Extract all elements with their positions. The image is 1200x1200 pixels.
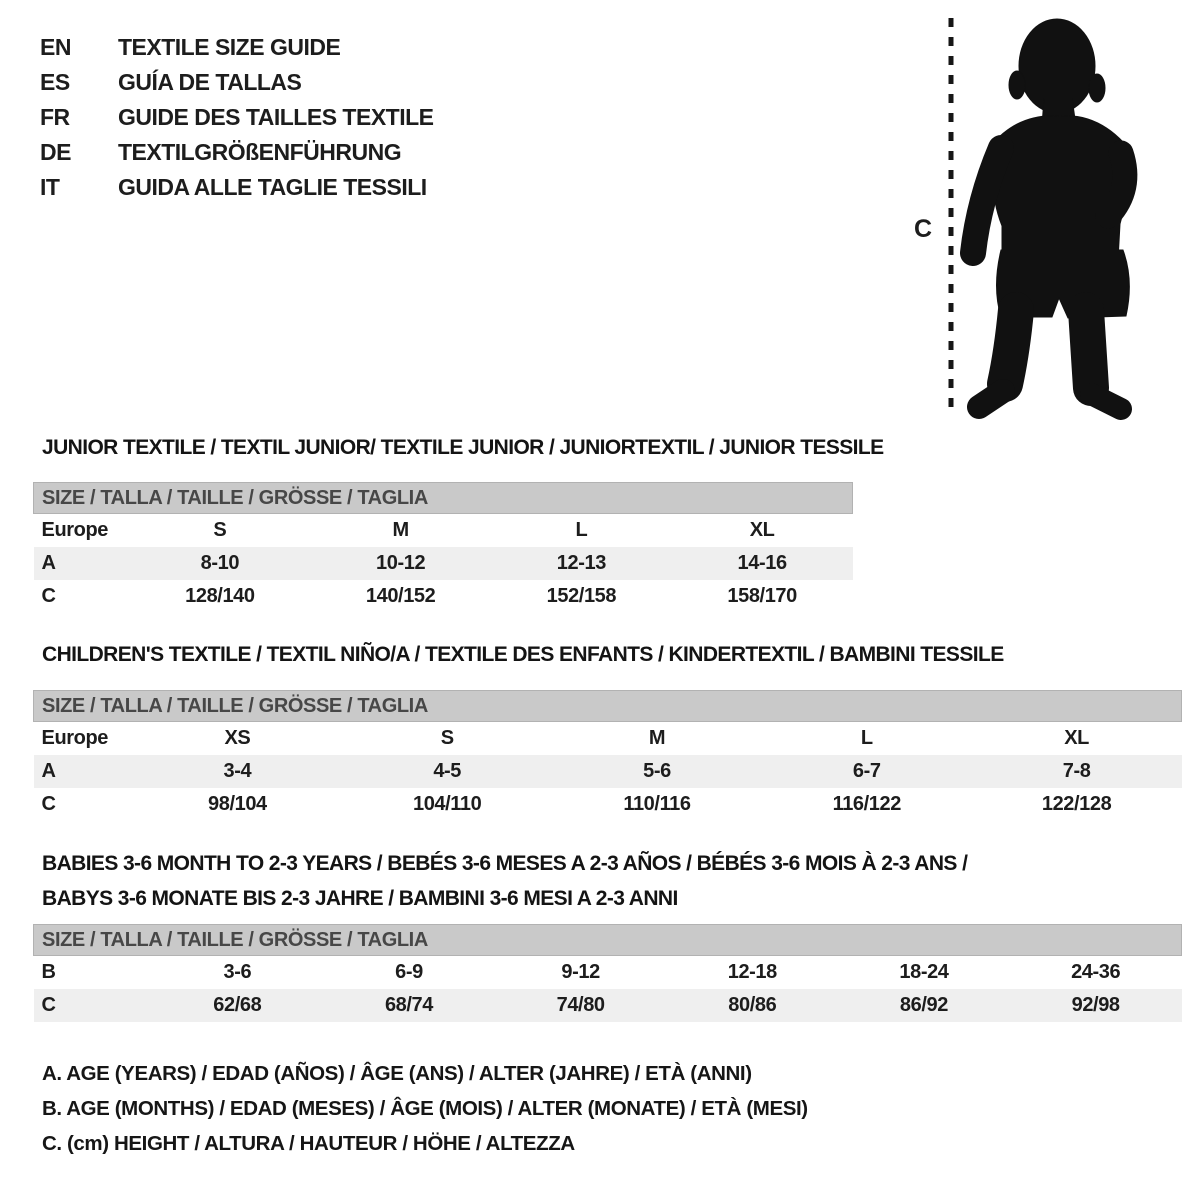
babies-title-line2: BABYS 3-6 MONATE BIS 2-3 JAHRE / BAMBINI 3-6 MESI A 2-3 ANNI <box>42 887 678 910</box>
size-cell: 7-8 <box>972 755 1182 788</box>
size-cell: M <box>310 514 491 547</box>
size-cell: 122/128 <box>972 788 1182 821</box>
lang-label: GUÍA DE TALLAS <box>118 69 302 95</box>
lang-code: DE <box>40 139 71 165</box>
size-cell: 6-7 <box>762 755 972 788</box>
row-label: B <box>34 956 152 989</box>
junior-section <box>33 435 884 613</box>
size-cell: 152/158 <box>491 580 672 613</box>
junior-size-table <box>33 482 853 613</box>
size-cell: 110/116 <box>552 788 762 821</box>
lang-row-fr <box>40 100 434 135</box>
legend-line-a: A. AGE (YEARS) / EDAD (AÑOS) / ÂGE (ANS) / ALTER (JAHRE) / ETÀ (ANNI) <box>42 1062 752 1085</box>
size-cell: 116/122 <box>762 788 972 821</box>
size-cell: XS <box>133 722 343 755</box>
table-row-age <box>34 547 853 580</box>
toddler-silhouette-icon <box>973 19 1129 409</box>
size-cell: 68/74 <box>323 989 495 1022</box>
size-cell: 18-24 <box>838 956 1010 989</box>
lang-label: GUIDE DES TAILLES TEXTILE <box>118 104 434 130</box>
table-row-months <box>34 956 1182 989</box>
row-label: C <box>34 989 152 1022</box>
size-cell: XL <box>672 514 853 547</box>
size-cell: 8-10 <box>130 547 311 580</box>
size-header-bar: SIZE / TALLA / TAILLE / GRÖSSE / TAGLIA <box>34 691 1182 722</box>
size-cell: 74/80 <box>495 989 667 1022</box>
figure-graphic <box>900 10 1160 430</box>
children-size-table <box>33 690 1182 821</box>
size-cell: 86/92 <box>838 989 1010 1022</box>
lang-row-de <box>40 135 434 170</box>
lang-row-it <box>40 170 434 205</box>
size-cell: 5-6 <box>552 755 762 788</box>
babies-size-table <box>33 924 1182 1022</box>
row-label: Europe <box>34 722 133 755</box>
size-header-bar: SIZE / TALLA / TAILLE / GRÖSSE / TAGLIA <box>34 925 1182 956</box>
height-measure-label: C <box>914 215 933 243</box>
babies-title <box>42 846 1182 916</box>
size-cell: 9-12 <box>495 956 667 989</box>
size-cell: 80/86 <box>666 989 838 1022</box>
size-cell: 10-12 <box>310 547 491 580</box>
junior-title: JUNIOR TEXTILE / TEXTIL JUNIOR/ TEXTILE JUNIOR / JUNIORTEXTIL / JUNIOR TESSILE <box>42 436 884 459</box>
size-cell: 98/104 <box>133 788 343 821</box>
lang-code: FR <box>40 104 70 130</box>
babies-title-line1: BABIES 3-6 MONTH TO 2-3 YEARS / BEBÉS 3-6 MESES A 2-3 AÑOS / BÉBÉS 3-6 MOIS À 2-3 ANS / <box>42 852 968 875</box>
size-cell: 4-5 <box>342 755 552 788</box>
lang-label: TEXTILE SIZE GUIDE <box>118 34 341 60</box>
table-header-row <box>34 691 1182 722</box>
lang-row-en <box>40 30 434 65</box>
table-row-height <box>34 580 853 613</box>
size-cell: 104/110 <box>342 788 552 821</box>
size-cell: 24-36 <box>1010 956 1182 989</box>
size-cell: L <box>491 514 672 547</box>
table-header-row <box>34 925 1182 956</box>
size-cell: XL <box>972 722 1182 755</box>
size-cell: 3-4 <box>133 755 343 788</box>
children-section <box>33 642 1182 821</box>
row-label: C <box>34 580 130 613</box>
size-cell: 12-18 <box>666 956 838 989</box>
table-row-height <box>34 788 1182 821</box>
table-row-age <box>34 755 1182 788</box>
legend-line-b: B. AGE (MONTHS) / EDAD (MESES) / ÂGE (MOIS) / ALTER (MONATE) / ETÀ (MESI) <box>42 1097 808 1120</box>
size-cell: 92/98 <box>1010 989 1182 1022</box>
table-row-height <box>34 989 1182 1022</box>
size-cell: L <box>762 722 972 755</box>
row-label: C <box>34 788 133 821</box>
row-label: A <box>34 547 130 580</box>
language-header <box>40 30 434 205</box>
measurement-legend <box>42 1056 1162 1161</box>
size-cell: 140/152 <box>310 580 491 613</box>
size-header-bar: SIZE / TALLA / TAILLE / GRÖSSE / TAGLIA <box>34 483 853 514</box>
table-row-europe <box>34 514 853 547</box>
size-cell: 128/140 <box>130 580 311 613</box>
lang-label: GUIDA ALLE TAGLIE TESSILI <box>118 174 427 200</box>
children-title: CHILDREN'S TEXTILE / TEXTIL NIÑO/A / TEXTILE DES ENFANTS / KINDERTEXTIL / BAMBINI TESSILE <box>42 643 1004 666</box>
size-cell: 14-16 <box>672 547 853 580</box>
lang-label: TEXTILGRÖßENFÜHRUNG <box>118 139 402 165</box>
babies-section <box>33 846 1182 1022</box>
size-cell: M <box>552 722 762 755</box>
lang-code: EN <box>40 34 71 60</box>
table-row-europe <box>34 722 1182 755</box>
size-cell: S <box>342 722 552 755</box>
legend-line-c: C. (cm) HEIGHT / ALTURA / HAUTEUR / HÖHE / ALTEZZA <box>42 1132 575 1155</box>
row-label: A <box>34 755 133 788</box>
size-cell: 158/170 <box>672 580 853 613</box>
size-cell: S <box>130 514 311 547</box>
size-cell: 62/68 <box>152 989 324 1022</box>
size-cell: 12-13 <box>491 547 672 580</box>
size-cell: 6-9 <box>323 956 495 989</box>
row-label: Europe <box>34 514 130 547</box>
size-cell: 3-6 <box>152 956 324 989</box>
height-figure <box>900 10 1160 430</box>
lang-code: ES <box>40 69 70 95</box>
table-header-row <box>34 483 853 514</box>
lang-code: IT <box>40 174 60 200</box>
lang-row-es <box>40 65 434 100</box>
